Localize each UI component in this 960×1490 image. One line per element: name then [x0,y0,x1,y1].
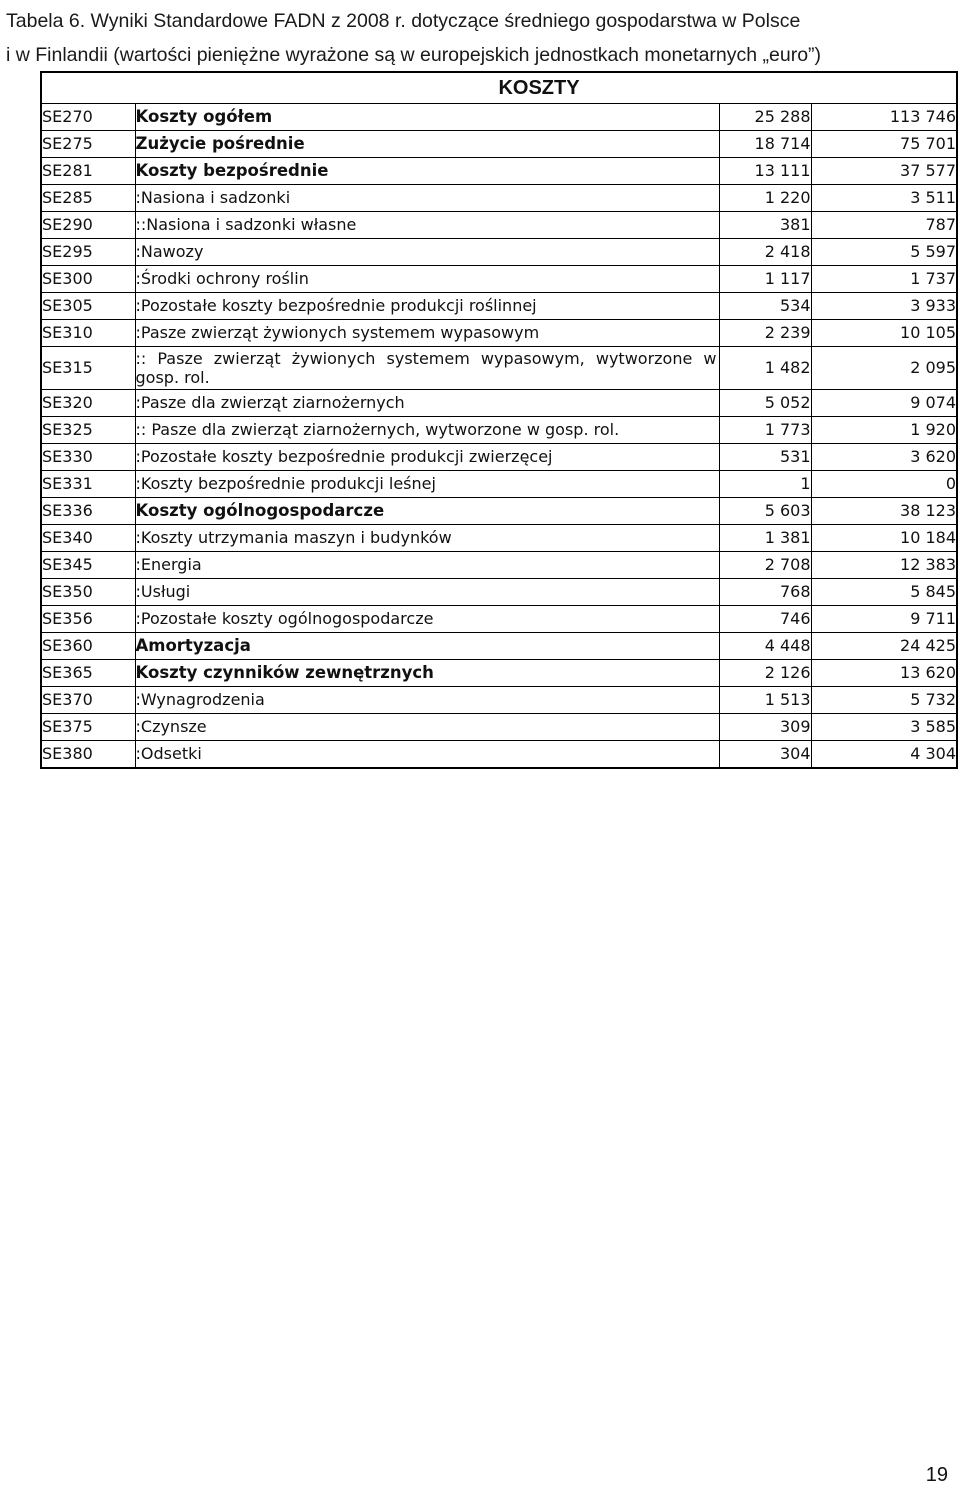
row-value-poland: 746 [719,606,811,633]
row-value-finland: 113 746 [811,104,957,131]
row-value-finland: 0 [811,471,957,498]
row-label: :Energia [135,552,719,579]
row-value-poland: 2 126 [719,660,811,687]
row-value-poland: 5 052 [719,390,811,417]
row-code: SE356 [41,606,135,633]
row-code: SE350 [41,579,135,606]
row-value-poland: 5 603 [719,498,811,525]
row-value-finland: 38 123 [811,498,957,525]
row-value-poland: 18 714 [719,131,811,158]
table-row [41,579,957,606]
row-code: SE320 [41,390,135,417]
row-value-poland: 2 239 [719,320,811,347]
costs-table [40,71,958,769]
caption-line-1: Tabela 6. Wyniki Standardowe FADN z 2008 r. dotyczące średniego gospodarstwa w Polsce [6,10,801,32]
row-code: SE375 [41,714,135,741]
row-label: :: Pasze dla zwierząt ziarnożernych, wytworzone w gosp. rol. [135,417,719,444]
row-label: :Pozostałe koszty ogólnogospodarcze [135,606,719,633]
row-value-poland: 309 [719,714,811,741]
table-row [41,212,957,239]
table-row [41,239,957,266]
row-value-finland: 3 933 [811,293,957,320]
row-label: Koszty ogólnogospodarcze [135,498,719,525]
row-code: SE370 [41,687,135,714]
row-value-poland: 4 448 [719,633,811,660]
row-label: Koszty ogółem [135,104,719,131]
row-code: SE360 [41,633,135,660]
table-row [41,525,957,552]
row-value-poland: 1 773 [719,417,811,444]
row-label: :Wynagrodzenia [135,687,719,714]
table-row [41,498,957,525]
section-header-koszty: KOSZTY [41,72,957,104]
table-header-row [41,72,957,104]
row-code: SE310 [41,320,135,347]
table-row [41,390,957,417]
row-label: :Pasze dla zwierząt ziarnożernych [135,390,719,417]
row-value-poland: 381 [719,212,811,239]
row-value-finland: 787 [811,212,957,239]
table-row [41,417,957,444]
row-code: SE285 [41,185,135,212]
table-row [41,320,957,347]
row-value-finland: 12 383 [811,552,957,579]
row-code: SE300 [41,266,135,293]
row-value-finland: 9 074 [811,390,957,417]
row-value-finland: 4 304 [811,741,957,769]
row-label: :Środki ochrony roślin [135,266,719,293]
caption-line-2: i w Finlandii (wartości pieniężne wyrażone są w europejskich jednostkach monetarnych „euro”) [6,44,822,66]
table-row [41,633,957,660]
row-value-finland: 1 737 [811,266,957,293]
row-code: SE315 [41,347,135,390]
row-label: :Pozostałe koszty bezpośrednie produkcji roślinnej [135,293,719,320]
table-caption [6,4,954,72]
row-label: :Usługi [135,579,719,606]
row-code: SE336 [41,498,135,525]
row-value-poland: 1 513 [719,687,811,714]
table-row [41,104,957,131]
row-value-poland: 1 381 [719,525,811,552]
table-row [41,714,957,741]
row-value-finland: 37 577 [811,158,957,185]
table-row [41,347,957,390]
table-body [41,104,957,769]
row-code: SE281 [41,158,135,185]
table-row [41,158,957,185]
table-row [41,266,957,293]
row-label: :Koszty utrzymania maszyn i budynków [135,525,719,552]
row-value-poland: 768 [719,579,811,606]
row-label: ::Nasiona i sadzonki własne [135,212,719,239]
table-row [41,471,957,498]
row-label: :Pasze zwierząt żywionych systemem wypasowym [135,320,719,347]
row-value-poland: 1 117 [719,266,811,293]
table-row [41,660,957,687]
row-value-finland: 3 511 [811,185,957,212]
row-value-finland: 2 095 [811,347,957,390]
row-code: SE340 [41,525,135,552]
row-value-poland: 1 220 [719,185,811,212]
row-label: :Nawozy [135,239,719,266]
row-code: SE331 [41,471,135,498]
row-value-poland: 2 708 [719,552,811,579]
table-row [41,552,957,579]
row-code: SE325 [41,417,135,444]
row-label: :: Pasze zwierząt żywionych systemem wypasowym, wytworzone w gosp. rol. [135,347,719,390]
row-value-poland: 1 482 [719,347,811,390]
row-value-finland: 9 711 [811,606,957,633]
row-value-poland: 25 288 [719,104,811,131]
row-value-finland: 10 184 [811,525,957,552]
row-label: :Koszty bezpośrednie produkcji leśnej [135,471,719,498]
row-value-finland: 24 425 [811,633,957,660]
row-code: SE330 [41,444,135,471]
row-code: SE270 [41,104,135,131]
table-row [41,687,957,714]
row-label: Koszty czynników zewnętrznych [135,660,719,687]
row-code: SE345 [41,552,135,579]
row-label: Koszty bezpośrednie [135,158,719,185]
row-value-finland: 3 585 [811,714,957,741]
table-row [41,293,957,320]
row-value-finland: 5 732 [811,687,957,714]
row-value-poland: 534 [719,293,811,320]
row-label: Zużycie pośrednie [135,131,719,158]
table-row [41,131,957,158]
row-label: Amortyzacja [135,633,719,660]
row-code: SE365 [41,660,135,687]
row-label: :Odsetki [135,741,719,769]
table-row [41,606,957,633]
row-value-finland: 3 620 [811,444,957,471]
row-value-poland: 13 111 [719,158,811,185]
row-value-poland: 304 [719,741,811,769]
row-value-finland: 5 845 [811,579,957,606]
row-value-poland: 1 [719,471,811,498]
row-code: SE295 [41,239,135,266]
row-label: :Czynsze [135,714,719,741]
table-row [41,444,957,471]
row-code: SE275 [41,131,135,158]
row-value-finland: 75 701 [811,131,957,158]
row-code: SE380 [41,741,135,769]
table-row [41,741,957,769]
row-value-finland: 10 105 [811,320,957,347]
table-row [41,185,957,212]
page-number: 19 [925,1464,948,1486]
row-label: :Pozostałe koszty bezpośrednie produkcji zwierzęcej [135,444,719,471]
row-label: :Nasiona i sadzonki [135,185,719,212]
row-code: SE305 [41,293,135,320]
row-code: SE290 [41,212,135,239]
row-value-finland: 5 597 [811,239,957,266]
row-value-finland: 1 920 [811,417,957,444]
row-value-poland: 531 [719,444,811,471]
row-value-poland: 2 418 [719,239,811,266]
row-value-finland: 13 620 [811,660,957,687]
